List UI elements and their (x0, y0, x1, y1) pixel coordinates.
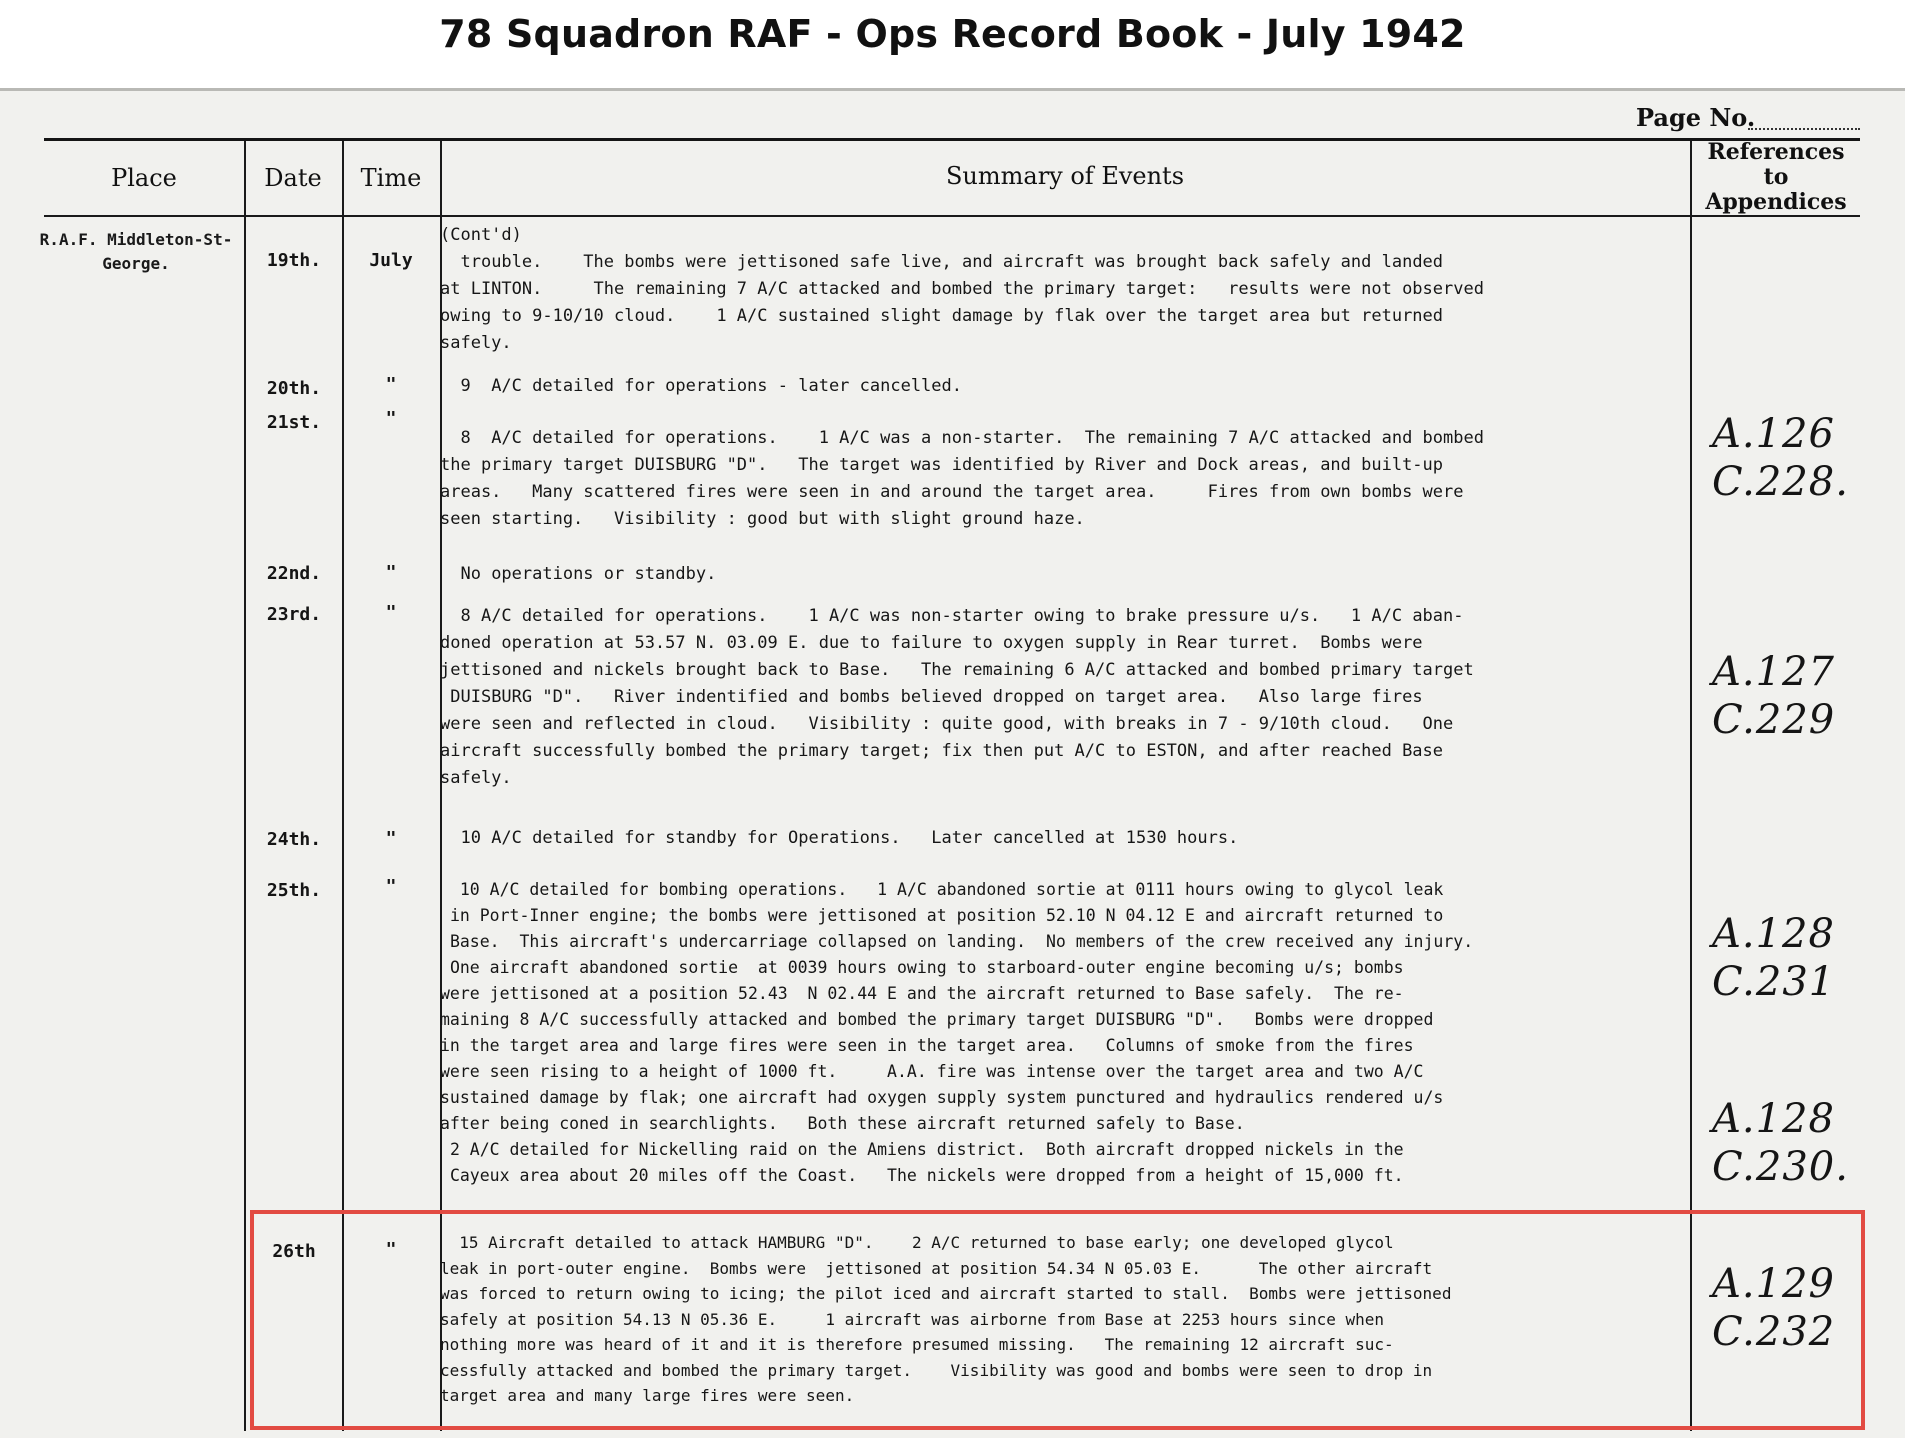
entry-time: " (385, 1239, 397, 1260)
header-place: Place (111, 164, 177, 192)
column-divider-place (244, 141, 246, 1431)
entry-date: 23rd. (266, 604, 322, 625)
entry-summary: 10 A/C detailed for standby for Operations. Later cancelled at 1530 hours. (440, 828, 1239, 848)
page-title: 78 Squadron RAF - Ops Record Book - July 1942 (439, 12, 1466, 56)
entry-date: 25th. (266, 880, 322, 901)
highlight-box (250, 1210, 1865, 1430)
entry-time: " (385, 374, 397, 395)
appendix-reference: A.127 C.229 (1712, 649, 1836, 743)
page-no-line (1748, 128, 1860, 130)
page-no-label: Page No. (1636, 103, 1756, 132)
header-references: References to Appendices (1705, 139, 1847, 215)
appendix-reference: A.128 C.230. (1712, 1096, 1849, 1190)
entry-date: 19th. (266, 250, 322, 271)
header-rule (44, 215, 1860, 217)
entry-summary: 9 A/C detailed for operations - later cancelled. (440, 376, 962, 396)
entry-time: " (385, 876, 397, 897)
appendix-reference: A.126 C.228. (1712, 411, 1849, 505)
entry-date: 24th. (266, 829, 322, 850)
entry-summary: No operations or standby. (440, 564, 717, 584)
entry-time: " (385, 828, 397, 849)
entry-summary: 15 Aircraft detailed to attack HAMBURG "D". 2 A/C returned to base early; one developed glycol leak in port-outer engine. Bombs were jettisoned at position 54.34 N 05.03 E. The other aircraft was forced to return owing to icing; the pilot iced and aircraft started to stall. Bombs were jettisoned safely at position 54.13 N 05.36 E. 1 aircraft was airborne from Base at 2253 hours since when nothing more was heard of it and it is therefore presumed missing. The remaining 12 aircraft suc- cessfully attacked and bombed the primary target. Visibility was good and bombs were seen to drop in target area and many large fires were seen. (440, 1233, 1452, 1405)
entry-summary: 8 A/C detailed for operations. 1 A/C was a non-starter. The remaining 7 A/C attacked and bombed the primary target DUISBURG "D". The target was identified by River and Dock areas, and built-up areas. Many scattered fires were seen in and around the target area. Fires from own bombs were seen starting. Visibility : good but with slight ground haze. (440, 428, 1484, 529)
top-rule (44, 138, 1860, 141)
header-date: Date (264, 164, 322, 192)
entry-summary: 8 A/C detailed for operations. 1 A/C was non-starter owing to brake pressure u/s. 1 A/C aban- doned operation at 53.57 N. 03.09 E. due to failure to oxygen supply in Rear turret. Bombs were jettisoned and nickels brought back to Base. The remaining 6 A/C attacked and bombed primary target DUISBURG "D". River indentified and bombs believed dropped on target area. Also large fires were seen and reflected in cloud. Visibility : quite good, with breaks in 7 - 9/10th cloud. One aircraft successfully bombed the primary target; fix then put A/C to ESTON, and after reached Base safely. (440, 606, 1474, 788)
header-summary: Summary of Events (945, 162, 1185, 190)
entry-date: 22nd. (266, 563, 322, 584)
entry-summary: (Cont'd) trouble. The bombs were jettisoned safe live, and aircraft was brought back safely and landed at LINTON. The remaining 7 A/C attacked and bombed the primary target: results were not observed owing to 9-10/10 cloud. 1 A/C sustained slight damage by flak over the target area but returned safely. (440, 225, 1484, 353)
entry-date: 21st. (266, 412, 322, 433)
entry-time: " (385, 602, 397, 623)
entry-summary: 10 A/C detailed for bombing operations. 1 A/C abandoned sortie at 0111 hours owing to glycol leak in Port-Inner engine; the bombs were jettisoned at position 52.10 N 04.12 E and aircraft returned to Base. This aircraft's undercarriage collapsed on landing. No members of the crew received any injury. One aircraft abandoned sortie at 0039 hours owing to starboard-outer engine becoming u/s; bombs were jettisoned at a position 52.43 N 02.44 E and the aircraft returned to Base safely. The re- maining 8 A/C successfully attacked and bombed the primary target DUISBURG "D". Bombs were dropped in the target area and large fires were seen in the target area. Columns of smoke from the fires were seen rising to a height of 1000 ft. A.A. fire was intense over the target area and two A/C sustained damage by flak; one aircraft had oxygen supply system punctured and hydraulics rendered u/s after being coned in searchlights. Both these aircraft returned safely to Base. 2 A/C detailed for Nickelling raid on the Amiens district. Both aircraft dropped nickels in the Cayeux area about 20 miles off the Coast. The nickels were dropped from a height of 15,000 ft. (440, 880, 1474, 1185)
appendix-reference: A.128 C.231 (1712, 911, 1836, 1005)
entry-date: 26th (272, 1241, 316, 1262)
header-time: Time (360, 164, 422, 192)
appendix-reference: A.129 C.232 (1712, 1261, 1836, 1355)
entry-time: " (385, 562, 397, 583)
place-name: R.A.F. Middleton-St-George. (39, 230, 233, 273)
entry-date: 20th. (266, 378, 322, 399)
entry-time: July (369, 250, 413, 271)
entry-time: " (385, 408, 397, 429)
